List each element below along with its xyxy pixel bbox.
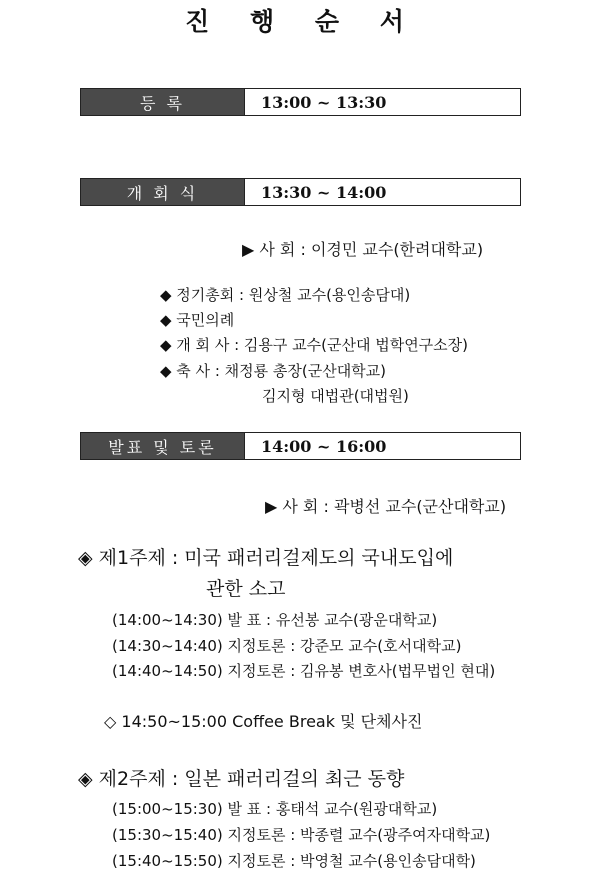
opening-moderator: ▶ 사 회 : 이경민 교수(한려대학교) [242, 240, 484, 259]
topic1-row-2: (14:30~14:40) 지정토론 : 강준모 교수(호서대학교) [112, 637, 462, 655]
session-bar [80, 432, 521, 460]
page-title: 진 행 순 서 [185, 7, 420, 36]
topic2-row-2: (15:30~15:40) 지정토론 : 박종렬 교수(광주여자대학교) [112, 826, 491, 844]
topic2-title: ◈ 제2주제 : 일본 패러리걸의 최근 동향 [78, 768, 405, 790]
opening-item-4: ◆ 축 사 : 채정룡 총장(군산대학교) [160, 362, 387, 380]
topic1-title: ◈ 제1주제 : 미국 패러리걸제도의 국내도입에 [78, 547, 454, 569]
topic1-row-3: (14:40~14:50) 지정토론 : 김유봉 변호사(법무법인 현대) [112, 662, 496, 680]
registration-time: 13:00 ~ 13:30 [244, 89, 520, 115]
registration-bar [80, 88, 521, 116]
registration-label: 등 록 [81, 89, 244, 115]
opening-item-1: ◆ 정기총회 : 원상철 교수(용인송담대) [160, 286, 411, 304]
opening-label: 개 회 식 [81, 179, 244, 205]
opening-bar [80, 178, 521, 206]
session-time: 14:00 ~ 16:00 [244, 433, 520, 459]
topic2-row-1: (15:00~15:30) 발 표 : 홍태석 교수(원광대학교) [112, 800, 438, 818]
opening-item-3: ◆ 개 회 사 : 김용구 교수(군산대 법학연구소장) [160, 336, 469, 354]
topic1-title-cont: 관한 소고 [206, 578, 286, 600]
topic2-row-3: (15:40~15:50) 지정토론 : 박영철 교수(용인송담대학) [112, 852, 476, 870]
topic1-row-1: (14:00~14:30) 발 표 : 유선봉 교수(광운대학교) [112, 611, 438, 629]
session-label: 발표 및 토론 [81, 433, 244, 459]
opening-item-extra: 김지형 대법관(대법원) [262, 387, 409, 405]
opening-item-2: ◆ 국민의례 [160, 311, 235, 329]
session-moderator: ▶ 사 회 : 곽병선 교수(군산대학교) [265, 497, 507, 516]
opening-time: 13:30 ~ 14:00 [244, 179, 520, 205]
coffee-break: ◇ 14:50~15:00 Coffee Break 및 단체사진 [104, 712, 423, 731]
